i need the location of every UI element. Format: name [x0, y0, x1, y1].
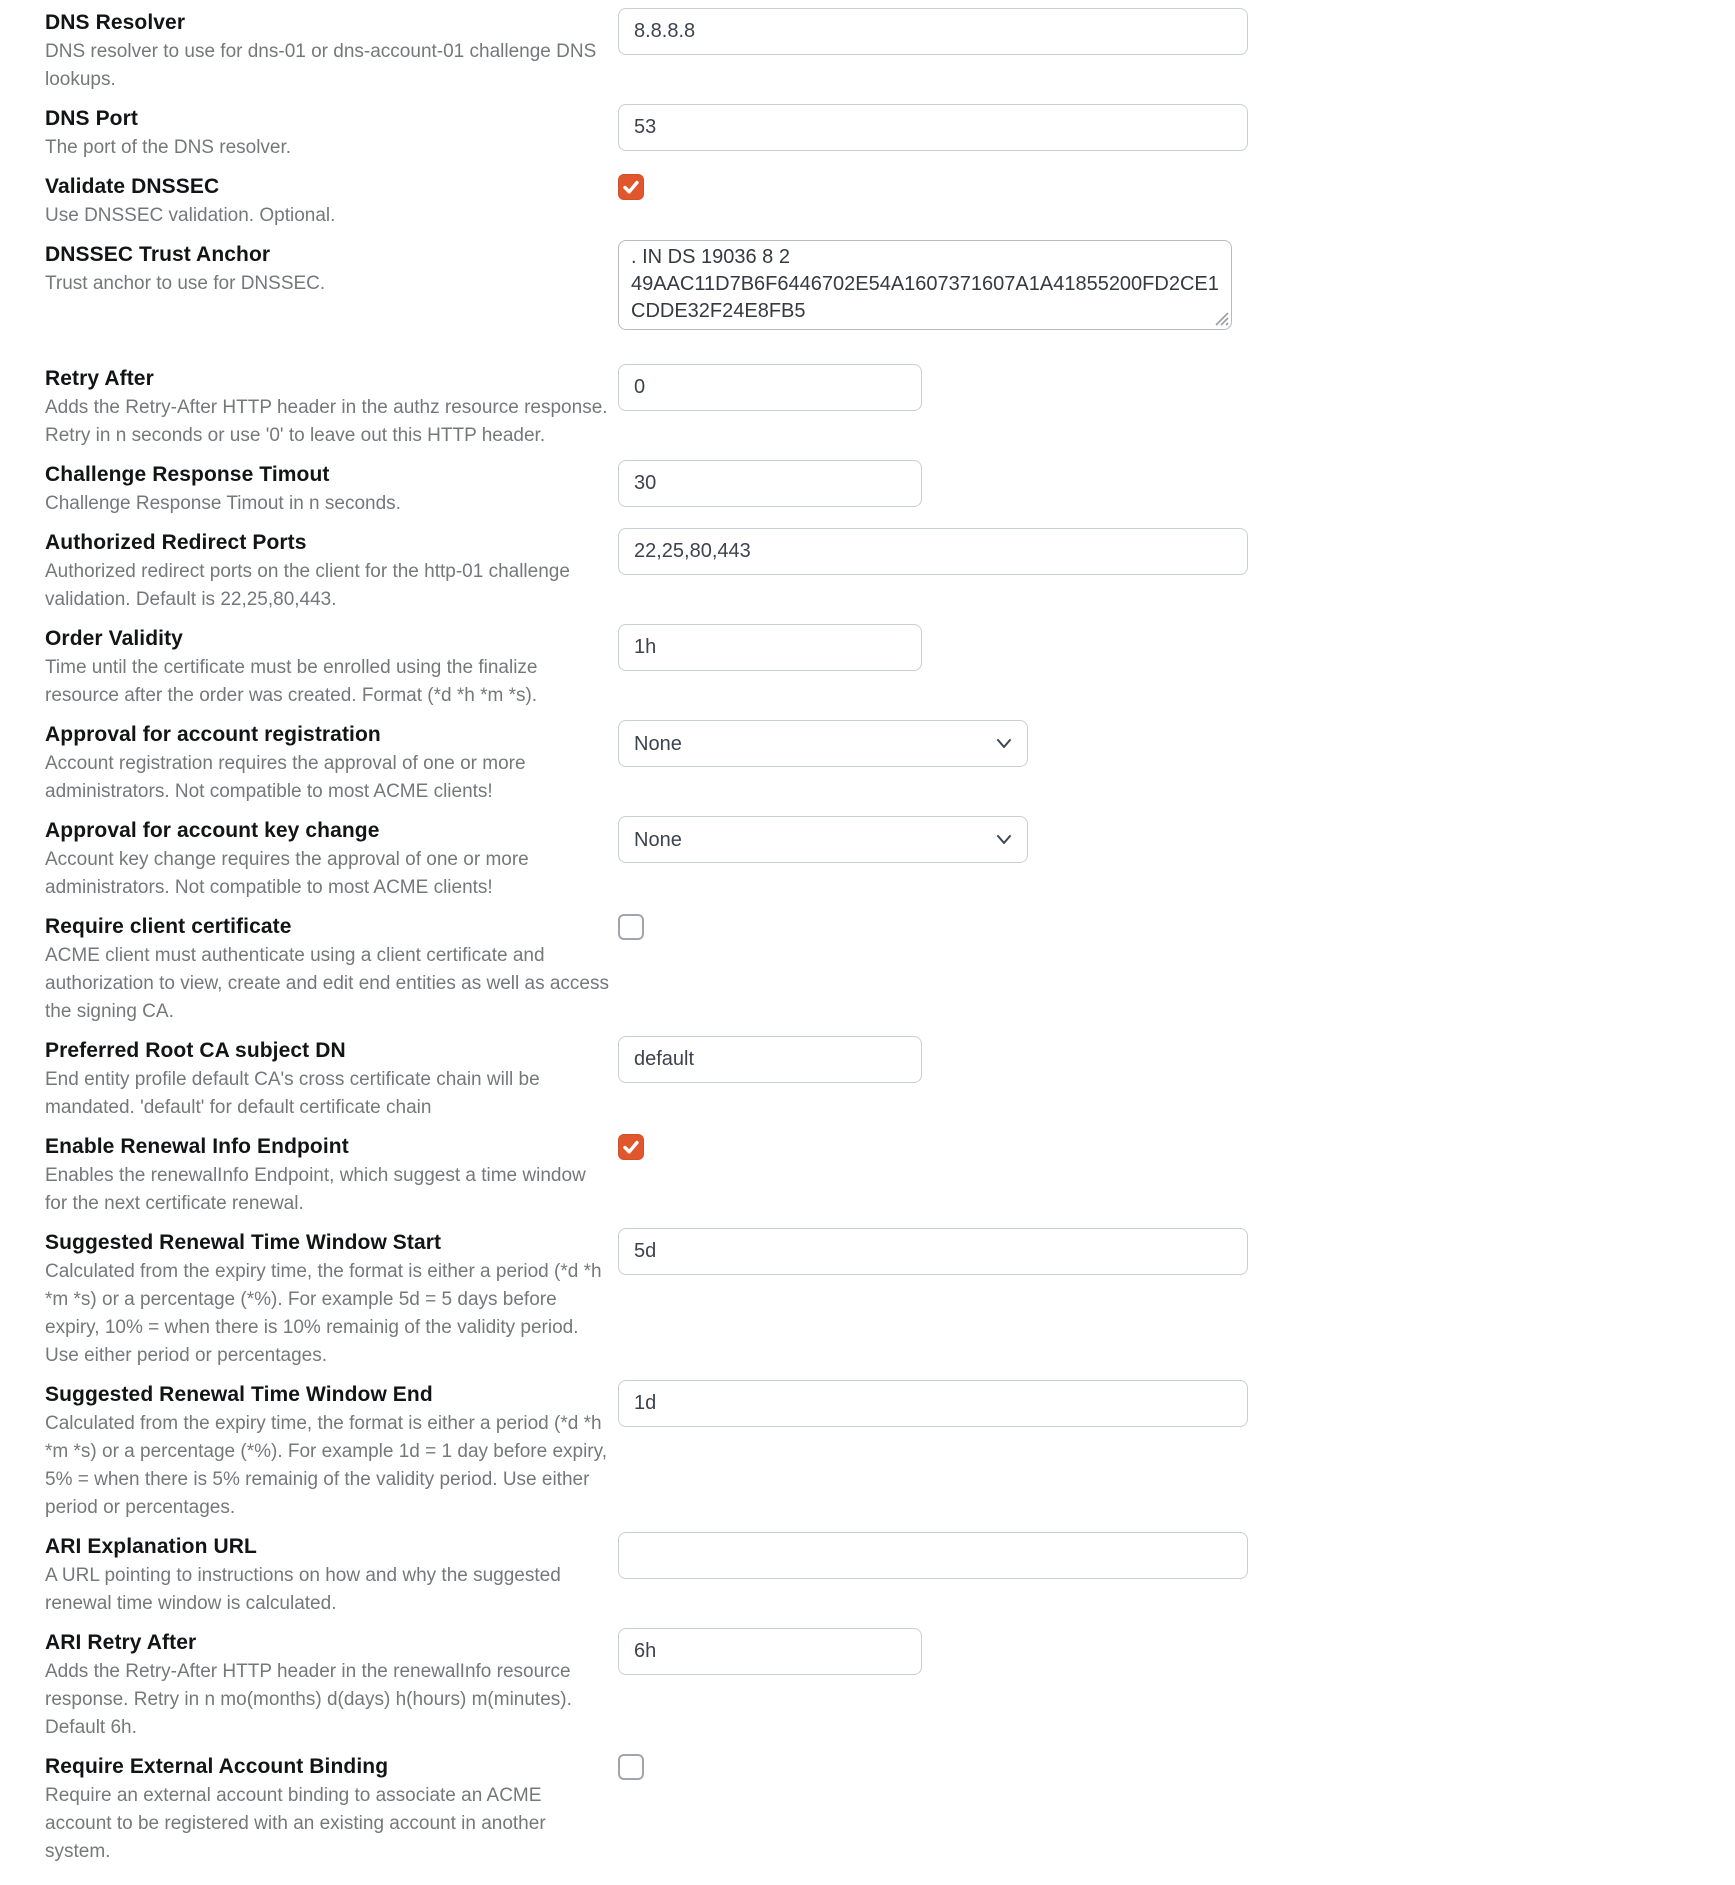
- field-description: Use DNSSEC validation. Optional.: [45, 205, 336, 226]
- suggested-renewal-time-window-start-row: [45, 1228, 1735, 1370]
- field-label-block: [45, 460, 618, 518]
- order-validity-row: [45, 624, 1735, 710]
- field-description: Time until the certificate must be enrolled using the finalize resource after the order was created. Format (*d *h *m *s).: [45, 657, 538, 706]
- field-label: Order Validity: [45, 627, 183, 650]
- field-label: Enable Renewal Info Endpoint: [45, 1135, 349, 1158]
- field-label-block: [45, 104, 618, 162]
- challenge-response-timout-input[interactable]: [618, 460, 922, 507]
- field-control: [618, 1628, 1735, 1675]
- preferred-root-ca-subject-dn-input[interactable]: [618, 1036, 922, 1083]
- challenge-response-timout-row: [45, 460, 1735, 518]
- field-description: ACME client must authenticate using a client certificate and authorization to view, create and edit end entities as well as access the signing CA.: [45, 945, 609, 1022]
- field-label-block: [45, 1132, 618, 1218]
- field-description: Authorized redirect ports on the client for the http-01 challenge validation. Default is 22,25,80,443.: [45, 561, 570, 610]
- field-label-block: [45, 364, 618, 450]
- field-description: Enables the renewalInfo Endpoint, which suggest a time window for the next certificate renewal.: [45, 1165, 586, 1214]
- field-label: Suggested Renewal Time Window Start: [45, 1231, 442, 1254]
- field-label: Preferred Root CA subject DN: [45, 1039, 346, 1062]
- field-label-block: [45, 1228, 618, 1370]
- field-label: Suggested Renewal Time Window End: [45, 1383, 433, 1406]
- checkmark-icon: [621, 1137, 641, 1157]
- field-control: [618, 1228, 1735, 1275]
- field-description: Calculated from the expiry time, the format is either a period (*d *h *m *s) or a percentage (*%). For example 1d = 1 day before expiry, 5% = when there is 5% remainig of the validity period. Use either period or percentages.: [45, 1413, 607, 1518]
- field-description: Adds the Retry-After HTTP header in the authz resource response. Retry in n seconds or use '0' to leave out this HTTP header.: [45, 397, 608, 446]
- approval-for-account-key-change-select[interactable]: [618, 816, 1028, 863]
- ari-retry-after-input[interactable]: [618, 1628, 922, 1675]
- field-label-block: [45, 1628, 618, 1742]
- field-description: Calculated from the expiry time, the format is either a period (*d *h *m *s) or a percentage (*%). For example 5d = 5 days before expiry, 10% = when there is 10% remainig of the validity period. Use either period or percentages.: [45, 1261, 602, 1366]
- validate-dnssec-checkbox[interactable]: [618, 174, 644, 200]
- preferred-root-ca-subject-dn-row: [45, 1036, 1735, 1122]
- field-label: Approval for account registration: [45, 723, 381, 746]
- field-control: [618, 720, 1735, 767]
- dns-port-row: [45, 104, 1735, 162]
- require-client-certificate-row: [45, 912, 1735, 1026]
- field-description: Challenge Response Timout in n seconds.: [45, 493, 401, 514]
- field-label-block: [45, 912, 618, 1026]
- field-description: Adds the Retry-After HTTP header in the renewalInfo resource response. Retry in n mo(months) d(days) h(hours) m(minutes). Default 6h.: [45, 1661, 572, 1738]
- field-label: Approval for account key change: [45, 819, 380, 842]
- field-control: [618, 104, 1735, 151]
- approval-for-account-registration-select[interactable]: [618, 720, 1028, 767]
- field-label-block: [45, 1752, 618, 1866]
- order-validity-input[interactable]: [618, 624, 922, 671]
- ari-explanation-url-input[interactable]: [618, 1532, 1248, 1579]
- field-label: Require External Account Binding: [45, 1755, 389, 1778]
- field-label: Require client certificate: [45, 915, 292, 938]
- field-description: The port of the DNS resolver.: [45, 137, 292, 158]
- field-label: Authorized Redirect Ports: [45, 531, 307, 554]
- checkmark-icon: [621, 177, 641, 197]
- field-label: Challenge Response Timout: [45, 463, 330, 486]
- field-description: Require an external account binding to associate an ACME account to be registered with an existing account in another system.: [45, 1785, 546, 1862]
- field-label: Validate DNSSEC: [45, 175, 220, 198]
- field-description: Account registration requires the approval of one or more administrators. Not compatible to most ACME clients!: [45, 753, 526, 802]
- field-control: [618, 624, 1735, 671]
- retry-after-input[interactable]: [618, 364, 922, 411]
- field-label: DNS Resolver: [45, 11, 186, 34]
- field-description: A URL pointing to instructions on how and why the suggested renewal time window is calculated.: [45, 1565, 561, 1614]
- suggested-renewal-time-window-end-row: [45, 1380, 1735, 1522]
- field-control: [618, 1752, 1735, 1780]
- field-label-block: [45, 1380, 618, 1522]
- field-control: [618, 1036, 1735, 1083]
- field-control: [618, 816, 1735, 863]
- dns-port-input[interactable]: [618, 104, 1248, 151]
- field-label: ARI Explanation URL: [45, 1535, 257, 1558]
- require-client-certificate-checkbox[interactable]: [618, 914, 644, 940]
- approval-for-account-key-change-select-wrap: [618, 816, 1028, 863]
- dnssec-trust-anchor-textarea[interactable]: [618, 240, 1232, 330]
- authorized-redirect-ports-row: [45, 528, 1735, 614]
- field-control: [618, 1132, 1735, 1160]
- field-label-block: [45, 528, 618, 614]
- approval-for-account-key-change-row: [45, 816, 1735, 902]
- field-label-block: [45, 240, 618, 298]
- field-control: [618, 912, 1735, 940]
- field-label: Retry After: [45, 367, 154, 390]
- field-description: End entity profile default CA's cross certificate chain will be mandated. 'default' for default certificate chain: [45, 1069, 540, 1118]
- field-label-block: [45, 8, 618, 94]
- field-label-block: [45, 172, 618, 230]
- field-control: [618, 1380, 1735, 1427]
- ari-explanation-url-row: [45, 1532, 1735, 1618]
- field-control: [618, 240, 1735, 330]
- field-control: [618, 8, 1735, 55]
- field-control: [618, 1532, 1735, 1579]
- field-description: Account key change requires the approval of one or more administrators. Not compatible to most ACME clients!: [45, 849, 529, 898]
- authorized-redirect-ports-input[interactable]: [618, 528, 1248, 575]
- dns-resolver-input[interactable]: [618, 8, 1248, 55]
- field-label: ARI Retry After: [45, 1631, 197, 1654]
- suggested-renewal-time-window-end-input[interactable]: [618, 1380, 1248, 1427]
- field-control: [618, 364, 1735, 411]
- field-label-block: [45, 1532, 618, 1618]
- field-label-block: [45, 1036, 618, 1122]
- approval-for-account-registration-row: [45, 720, 1735, 806]
- require-external-account-binding-checkbox[interactable]: [618, 1754, 644, 1780]
- ari-retry-after-row: [45, 1628, 1735, 1742]
- suggested-renewal-time-window-start-input[interactable]: [618, 1228, 1248, 1275]
- enable-renewal-info-endpoint-row: [45, 1132, 1735, 1218]
- field-label: DNSSEC Trust Anchor: [45, 243, 271, 266]
- approval-for-account-registration-select-wrap: [618, 720, 1028, 767]
- validate-dnssec-row: [45, 172, 1735, 230]
- field-label: DNS Port: [45, 107, 138, 130]
- dnssec-trust-anchor-row: [45, 240, 1735, 330]
- retry-after-row: [45, 364, 1735, 450]
- enable-renewal-info-endpoint-checkbox[interactable]: [618, 1134, 644, 1160]
- field-control: [618, 172, 1735, 200]
- field-control: [618, 528, 1735, 575]
- field-control: [618, 460, 1735, 507]
- require-external-account-binding-row: [45, 1752, 1735, 1866]
- dns-resolver-row: [45, 8, 1735, 94]
- field-description: Trust anchor to use for DNSSEC.: [45, 273, 326, 294]
- dnssec-trust-anchor-textarea-wrap: [618, 240, 1232, 330]
- field-label-block: [45, 720, 618, 806]
- field-label-block: [45, 816, 618, 902]
- field-description: DNS resolver to use for dns-01 or dns-account-01 challenge DNS lookups.: [45, 41, 597, 90]
- field-label-block: [45, 624, 618, 710]
